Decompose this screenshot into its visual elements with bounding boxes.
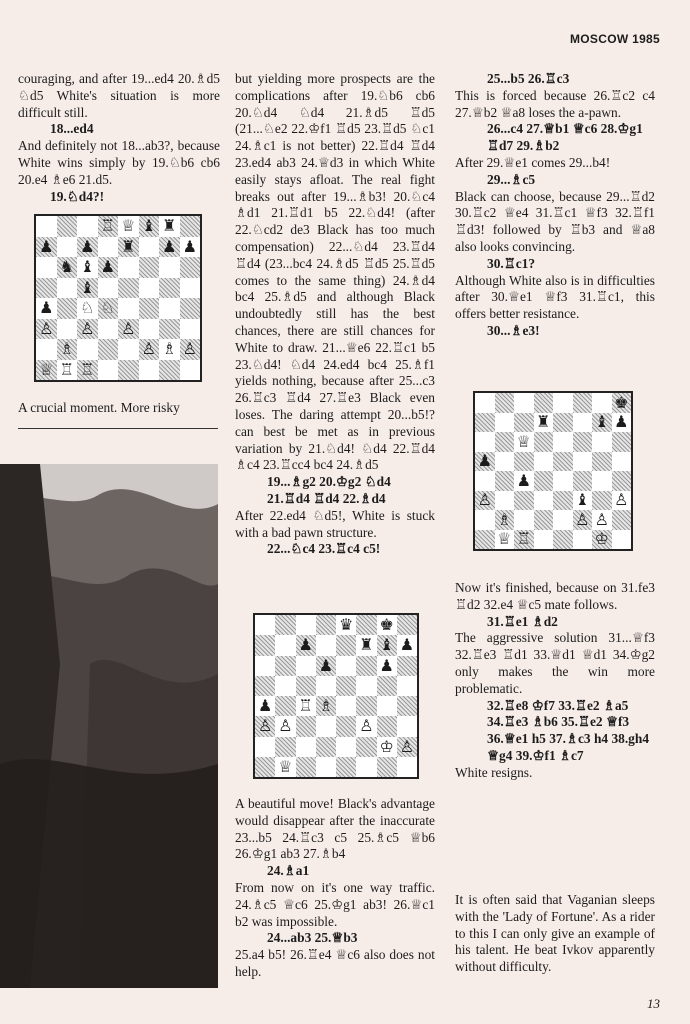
chess-piece: ♟ — [379, 655, 394, 675]
board-square — [159, 216, 180, 237]
board-square — [397, 656, 417, 676]
board-square — [159, 298, 180, 319]
chess-piece: ♟ — [39, 298, 54, 318]
board-square — [118, 237, 139, 258]
board-square — [377, 696, 397, 716]
board-square — [316, 757, 336, 777]
chess-piece: ♙ — [182, 339, 197, 359]
board-square — [316, 716, 336, 736]
board-square — [514, 510, 534, 530]
board-square — [336, 737, 356, 757]
board-square — [296, 757, 316, 777]
chess-piece: ♕ — [121, 216, 136, 236]
chess-piece: ♖ — [298, 696, 313, 716]
game-move: 32.♖e8 ♔f7 33.♖e2 ♗a5 34.♖e3 ♗b6 35.♖e2 ♕f3 36.♕e1 h5 37.♗c3 h4 38.gh4 ♕g4 39.♔f1 ♗c7 — [487, 697, 650, 763]
chess-piece: ♜ — [121, 236, 136, 256]
board-square — [356, 656, 376, 676]
chess-piece: ♕ — [39, 359, 54, 379]
game-move: 30...♗e3! — [487, 322, 540, 338]
board-square — [397, 696, 417, 716]
board-square — [534, 393, 554, 413]
board-square — [612, 471, 632, 491]
board-square — [98, 319, 119, 340]
board-square — [316, 656, 336, 676]
board-square — [534, 452, 554, 472]
board-square — [180, 298, 201, 319]
board-square — [356, 696, 376, 716]
column-3 — [455, 71, 655, 340]
board-square — [57, 237, 78, 258]
board-square — [316, 676, 336, 696]
chess-piece: ♙ — [359, 716, 374, 736]
board-square — [255, 676, 275, 696]
game-move: 24.♗a1 — [267, 863, 310, 879]
board-square — [475, 471, 495, 491]
board-square — [514, 413, 534, 433]
board-square — [57, 257, 78, 278]
board-square — [612, 530, 632, 550]
board-square — [275, 676, 295, 696]
board-square — [275, 656, 295, 676]
board-square — [495, 491, 515, 511]
board-square — [495, 413, 515, 433]
board-square — [180, 360, 201, 381]
board-square — [296, 635, 316, 655]
game-move: 22...♘c4 23.♖c4 c5! — [267, 541, 381, 557]
board-square — [139, 339, 160, 360]
chess-piece: ♗ — [162, 339, 177, 359]
paragraph: It is often said that Vaganian sleeps with the 'Lady of Fortune'. As a rider to this I can only give an example of his talent. He beat Ivkov apparently without difficulty. — [455, 892, 655, 975]
board-square — [612, 413, 632, 433]
board-square — [592, 393, 612, 413]
chess-piece: ♟ — [399, 635, 415, 655]
board-square — [475, 491, 495, 511]
board-square — [159, 360, 180, 381]
paragraph: From now on it's one way traffic. 24.♗c5 ♕c6 25.♔g1 ab3! 26.♕c1 b2 was impossible. — [235, 879, 435, 929]
board-square — [77, 257, 98, 278]
board-square — [573, 452, 593, 472]
board-square — [118, 298, 139, 319]
chess-piece: ♙ — [121, 318, 136, 338]
board-square — [514, 393, 534, 413]
board-square — [475, 530, 495, 550]
column-divider-rule — [18, 428, 218, 429]
board-square — [377, 615, 397, 635]
paragraph: White resigns. — [455, 764, 533, 780]
chess-piece: ♟ — [162, 236, 177, 256]
board-square — [275, 716, 295, 736]
board-square — [336, 635, 356, 655]
board-square — [534, 413, 554, 433]
column-2-lower — [235, 796, 435, 981]
chess-piece: ♙ — [614, 490, 629, 510]
board-square — [98, 278, 119, 299]
chess-piece: ♙ — [39, 318, 54, 338]
paragraph: 25.a4 b5! 26.♖e4 ♕c6 also does not help. — [235, 947, 435, 979]
board-square — [98, 298, 119, 319]
chess-piece: ♔ — [379, 736, 394, 756]
board-square — [316, 696, 336, 716]
board-square — [316, 635, 336, 655]
board-square — [139, 257, 160, 278]
board-square — [377, 737, 397, 757]
board-square — [553, 393, 573, 413]
board-square — [495, 452, 515, 472]
game-move: 29...♗c5 — [487, 171, 536, 187]
paragraph: Now it's finished, because on 31.fe3 ♖d2 32.e4 ♕c5 mate follows. — [455, 580, 655, 612]
board-square — [534, 432, 554, 452]
board-square — [98, 360, 119, 381]
board-square — [553, 491, 573, 511]
page-number: 13 — [647, 996, 660, 1011]
board-square — [159, 278, 180, 299]
chess-piece: ♝ — [80, 277, 95, 297]
game-move: 30.♖c1? — [487, 255, 536, 271]
chess-piece: ♝ — [379, 635, 394, 655]
column-3-lower — [455, 580, 655, 782]
board-square — [296, 737, 316, 757]
board-square — [336, 656, 356, 676]
board-square — [316, 615, 336, 635]
chess-piece: ♙ — [477, 490, 492, 510]
chess-piece: ♙ — [594, 509, 609, 529]
chess-piece: ♙ — [278, 716, 293, 736]
chess-piece: ♙ — [80, 318, 95, 338]
board-square — [475, 452, 495, 472]
board-square — [77, 319, 98, 340]
board-square — [118, 360, 139, 381]
board-square — [475, 432, 495, 452]
chess-piece: ♜ — [536, 412, 551, 432]
board-square — [397, 737, 417, 757]
board-square — [553, 471, 573, 491]
game-move: 26...c4 27.♕b1 ♕c6 28.♔g1 ♖d7 29.♗b2 — [487, 121, 643, 154]
board-square — [180, 278, 201, 299]
board-square — [397, 757, 417, 777]
chess-piece: ♟ — [516, 470, 531, 490]
board-square — [57, 339, 78, 360]
board-square — [573, 413, 593, 433]
paragraph: but yielding more prospects are the complications after 19.♘b6 cb6 20.♘d4 ♘d4 21.♗d5 ♖d5 (21...♘e2 22.♔f1 ♖d5 23.♖d5 ♘c1 24.♗c1 is not better) 22.♖d4 ♖d4 23.ed4 ab3 24.♕d3 in which White easily stays afloat. The real fight breaks out after 19...♗b3! 20.♘c4 ♗d1 21.♖d1 b5 22.♘d4! (after 22.♘cd2 de3 Black has too much compensation) 22...♘d4 23.♖d4 ♖d4 (23...bc4 24.♗d5 ♖d5 25.♖d5 comes to the same thing) 24.♗d4 bc4 25.♗d5 and although Black undoubtedly still has the best chances, there are still chances for White to draw. 21...♕e6 22.♖c1 b5 23.♘d4! ♘d4 24.ed4 bc4 25.♗f1 yields nothing, because after 25...c3 26.♖c3 ♖d4 27.♖e3 Black even loses. The daring attempt 20...b5!? can best be met as in previous variation by 21.♘d4! ♘d4 22.♖d4 ♗c4 23.♖cc4 bc4 24.♗d5 — [235, 71, 435, 473]
chess-piece: ♜ — [359, 635, 374, 655]
chess-piece: ♗ — [497, 509, 512, 529]
board-square — [296, 696, 316, 716]
game-move: 31.♖e1 ♗d2 — [487, 613, 558, 629]
chess-piece: ♖ — [80, 359, 95, 379]
chess-piece: ♘ — [100, 298, 115, 318]
board-square — [514, 530, 534, 550]
board-square — [573, 530, 593, 550]
chess-piece: ♜ — [162, 216, 177, 236]
board-square — [98, 257, 119, 278]
board-square — [534, 471, 554, 491]
chess-piece: ♝ — [141, 216, 156, 236]
board-square — [36, 360, 57, 381]
board-square — [356, 716, 376, 736]
board-square — [592, 432, 612, 452]
board-square — [36, 339, 57, 360]
chess-piece: ♖ — [59, 359, 74, 379]
board-square — [592, 413, 612, 433]
board-square — [139, 237, 160, 258]
board-square — [495, 471, 515, 491]
chess-piece: ♝ — [80, 257, 95, 277]
board-square — [397, 676, 417, 696]
chess-piece: ♟ — [298, 635, 313, 655]
board-square — [336, 716, 356, 736]
paragraph: A beautiful move! Black's advantage would disappear after the inaccurate 23...b5 24.♖c3 c5 25.♗c5 ♕b6 26.♔g1 ab3 27.♗b4 — [235, 796, 435, 862]
board-square — [180, 319, 201, 340]
board-square — [377, 656, 397, 676]
board-square — [275, 757, 295, 777]
board-square — [553, 510, 573, 530]
board-square — [475, 413, 495, 433]
chess-piece: ♕ — [497, 529, 512, 549]
game-move: 19.♘d4?! — [50, 188, 105, 204]
board-square — [77, 360, 98, 381]
board-square — [573, 471, 593, 491]
board-square — [36, 257, 57, 278]
chess-piece: ♟ — [257, 696, 273, 716]
chess-piece: ♖ — [516, 529, 531, 549]
chess-diagram-2 — [253, 613, 419, 779]
board-square — [553, 413, 573, 433]
board-square — [356, 757, 376, 777]
board-square — [514, 432, 534, 452]
board-square — [36, 216, 57, 237]
board-square — [57, 319, 78, 340]
chess-piece: ♗ — [59, 339, 74, 359]
board-square — [612, 510, 632, 530]
board-square — [255, 737, 275, 757]
chess-piece: ♗ — [318, 696, 334, 716]
board-square — [534, 530, 554, 550]
board-square — [336, 615, 356, 635]
board-square — [356, 737, 376, 757]
board-square — [377, 757, 397, 777]
chess-diagram-3 — [473, 391, 633, 551]
chess-piece: ♟ — [318, 655, 334, 675]
board-square — [180, 237, 201, 258]
board-square — [180, 216, 201, 237]
column-2 — [235, 71, 435, 558]
column-1-caption: A crucial moment. More risky — [18, 400, 180, 415]
board-square — [118, 319, 139, 340]
board-square — [275, 737, 295, 757]
board-square — [612, 393, 632, 413]
board-square — [377, 676, 397, 696]
board-square — [316, 737, 336, 757]
board-square — [98, 339, 119, 360]
board-square — [495, 393, 515, 413]
paragraph: And definitely not 18...ab3?, because White wins simply by 19.♘b6 cb6 20.e4 ♗e6 21.d5. — [18, 138, 220, 187]
board-square — [553, 530, 573, 550]
board-square — [36, 237, 57, 258]
paragraph: This is forced because 26.♖c2 c4 27.♕b2 ♕a8 loses the a-pawn. — [455, 87, 655, 120]
board-square — [139, 298, 160, 319]
board-square — [159, 319, 180, 340]
chess-piece: ♝ — [575, 490, 590, 510]
board-square — [356, 676, 376, 696]
chess-piece: ♚ — [379, 615, 394, 635]
board-square — [139, 360, 160, 381]
board-square — [592, 452, 612, 472]
board-square — [296, 656, 316, 676]
board-square — [397, 635, 417, 655]
board-square — [573, 432, 593, 452]
board-square — [592, 530, 612, 550]
board-square — [98, 216, 119, 237]
chess-piece: ♙ — [257, 716, 273, 736]
chess-piece: ♟ — [39, 236, 54, 256]
landscape-photo — [0, 464, 218, 988]
chess-piece: ♛ — [338, 615, 354, 635]
chess-piece: ♔ — [594, 529, 609, 549]
chess-piece: ♞ — [59, 257, 74, 277]
chess-piece: ♖ — [100, 216, 115, 236]
board-square — [495, 510, 515, 530]
board-square — [98, 237, 119, 258]
board-square — [36, 298, 57, 319]
board-square — [255, 757, 275, 777]
board-square — [159, 339, 180, 360]
board-square — [77, 237, 98, 258]
board-square — [296, 615, 316, 635]
board-square — [255, 696, 275, 716]
paragraph: After 29.♕e1 comes 29...b4! — [455, 154, 611, 170]
board-square — [612, 491, 632, 511]
board-square — [397, 615, 417, 635]
board-square — [336, 676, 356, 696]
board-square — [36, 319, 57, 340]
board-square — [592, 471, 612, 491]
board-square — [180, 339, 201, 360]
board-square — [139, 278, 160, 299]
board-square — [77, 278, 98, 299]
board-square — [159, 257, 180, 278]
board-square — [77, 339, 98, 360]
paragraph: couraging, and after 19...ed4 20.♗d5 ♘d5 White's situation is more difficult still. — [18, 71, 220, 120]
board-square — [118, 278, 139, 299]
board-square — [159, 237, 180, 258]
board-square — [377, 716, 397, 736]
running-header: MOSCOW 1985 — [570, 32, 660, 46]
board-square — [495, 530, 515, 550]
chess-piece: ♙ — [399, 736, 415, 756]
board-square — [573, 510, 593, 530]
chess-piece: ♘ — [80, 298, 95, 318]
board-square — [57, 216, 78, 237]
chess-piece: ♕ — [516, 431, 531, 451]
column-3-closing — [455, 892, 655, 976]
board-square — [57, 278, 78, 299]
board-square — [118, 257, 139, 278]
chess-piece: ♟ — [182, 236, 197, 256]
chess-piece: ♟ — [477, 451, 492, 471]
board-square — [255, 716, 275, 736]
board-square — [139, 319, 160, 340]
board-square — [534, 510, 554, 530]
chess-piece: ♝ — [594, 412, 609, 432]
paragraph: The aggressive solution 31...♕f3 32.♖e3 ♖d1 33.♕d1 ♕d1 34.♔g2 only makes the win more problematic. — [455, 630, 655, 696]
board-square — [514, 491, 534, 511]
board-square — [612, 432, 632, 452]
game-move: 24...ab3 25.♕b3 — [267, 930, 358, 946]
paragraph: Although White also is in difficulties after 30.♕e1 ♕f3 31.♖c1, this offers better resistance. — [455, 272, 655, 322]
chess-piece: ♕ — [278, 756, 293, 776]
board-square — [275, 635, 295, 655]
chess-piece: ♙ — [141, 339, 156, 359]
board-square — [553, 452, 573, 472]
chess-piece: ♙ — [575, 509, 590, 529]
board-square — [255, 615, 275, 635]
paragraph: Black can choose, because 29...♖d2 30.♖c2 ♕e4 31.♖c1 ♕f3 32.♖f1 ♖d3! followed by ♖b3 and ♕a8 also looks convincing. — [455, 188, 655, 254]
board-square — [57, 360, 78, 381]
board-square — [296, 676, 316, 696]
board-square — [180, 257, 201, 278]
board-square — [553, 432, 573, 452]
board-square — [573, 393, 593, 413]
chess-diagram-1 — [34, 214, 202, 382]
board-square — [514, 471, 534, 491]
board-square — [397, 716, 417, 736]
board-square — [592, 491, 612, 511]
board-square — [296, 716, 316, 736]
game-move: 25...b5 26.♖c3 — [487, 71, 570, 86]
board-square — [275, 615, 295, 635]
board-square — [275, 696, 295, 716]
chess-piece: ♟ — [80, 236, 95, 256]
board-square — [612, 452, 632, 472]
board-square — [36, 278, 57, 299]
paragraph: After 22.ed4 ♘d5!, White is stuck with a bad pawn structure. — [235, 507, 435, 540]
chess-piece: ♟ — [100, 257, 115, 277]
board-square — [592, 510, 612, 530]
board-square — [336, 696, 356, 716]
board-square — [255, 635, 275, 655]
board-square — [336, 757, 356, 777]
board-square — [475, 510, 495, 530]
board-square — [475, 393, 495, 413]
chess-piece: ♚ — [614, 392, 629, 412]
chess-piece: ♟ — [614, 412, 629, 432]
game-move: 19...♗g2 20.♔g2 ♘d4 21.♖d4 ♖d4 22.♗d4 — [267, 474, 391, 506]
board-square — [356, 635, 376, 655]
board-square — [377, 635, 397, 655]
board-square — [77, 298, 98, 319]
photo-illustration — [0, 464, 218, 988]
board-square — [514, 452, 534, 472]
board-square — [118, 339, 139, 360]
board-square — [57, 298, 78, 319]
game-move: 18...ed4 — [50, 121, 94, 137]
board-square — [495, 432, 515, 452]
board-square — [356, 615, 376, 635]
board-square — [573, 491, 593, 511]
board-square — [139, 216, 160, 237]
board-square — [118, 216, 139, 237]
column-1 — [18, 71, 220, 205]
board-square — [255, 656, 275, 676]
board-square — [77, 216, 98, 237]
board-square — [534, 491, 554, 511]
